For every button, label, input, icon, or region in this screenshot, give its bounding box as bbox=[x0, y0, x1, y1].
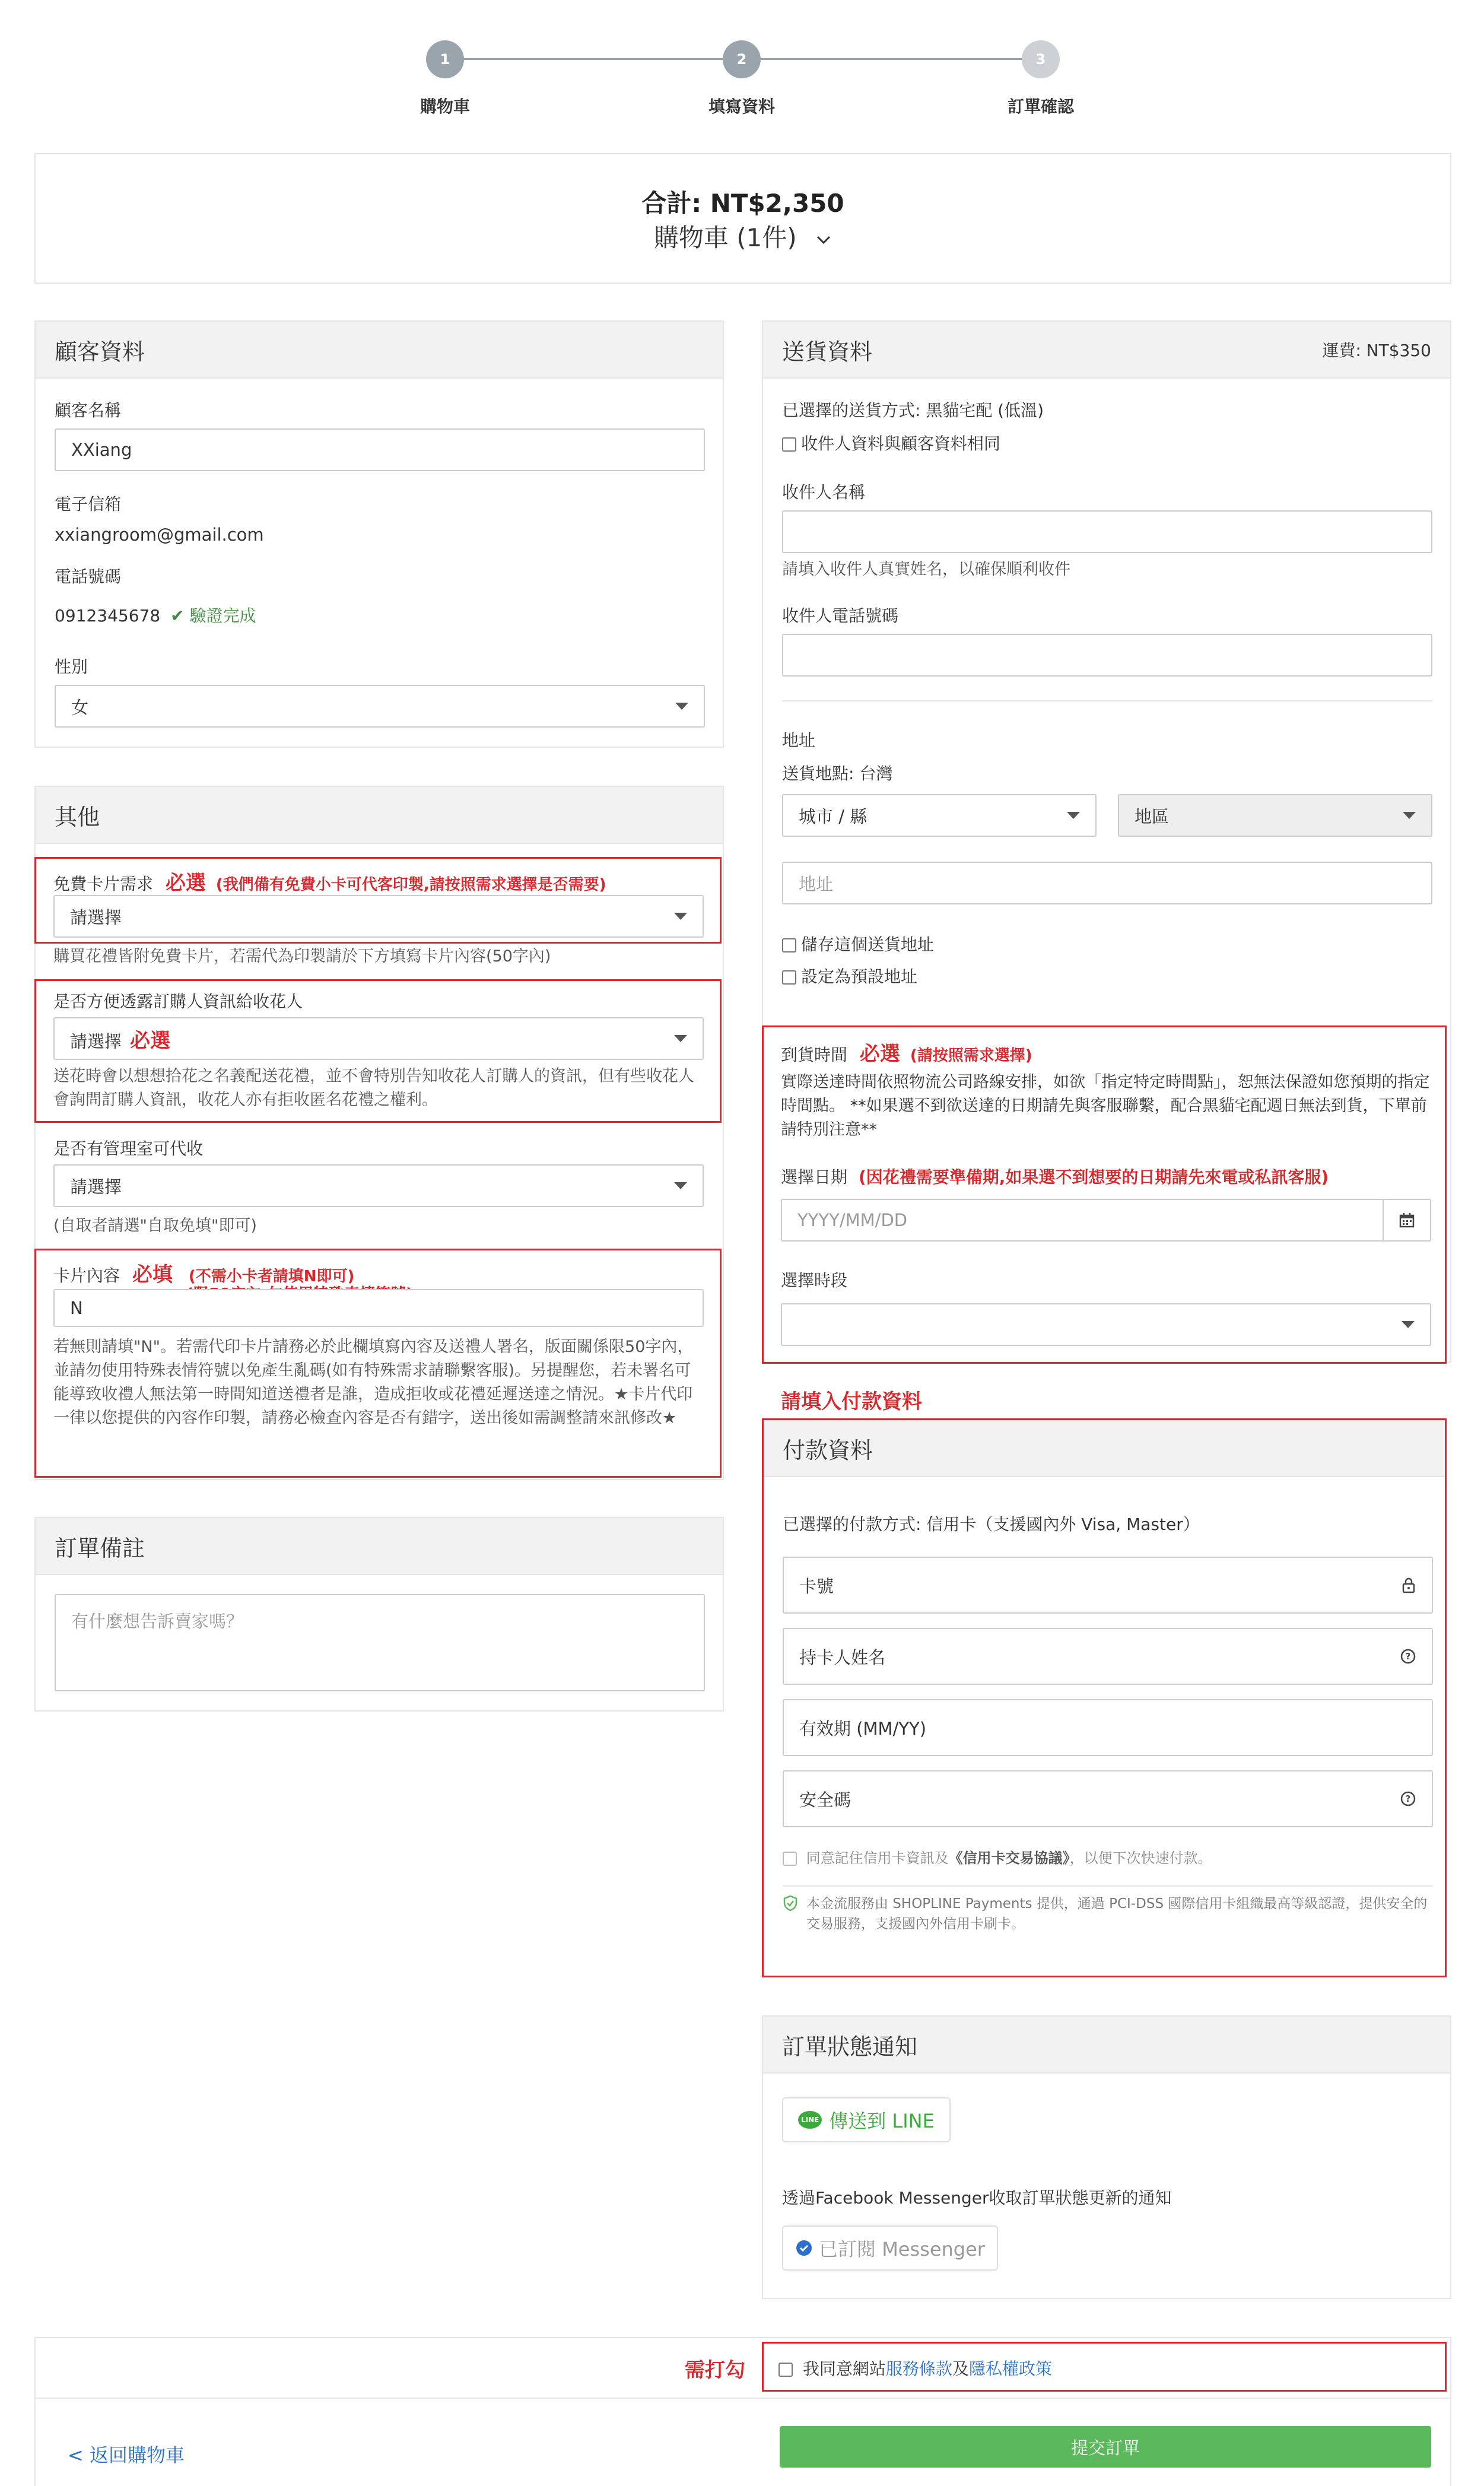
tick-note: 需打勾 bbox=[685, 2358, 745, 2382]
card-content-required: 必填 bbox=[132, 1263, 173, 1287]
divider bbox=[782, 700, 1432, 701]
order-summary bbox=[34, 153, 1451, 284]
customer-header bbox=[36, 322, 723, 379]
reveal-required: 必選 bbox=[130, 1028, 171, 1053]
caret-down-icon bbox=[674, 913, 687, 920]
card-content-input[interactable] bbox=[53, 1289, 704, 1327]
card-content-label: 卡片內容 bbox=[53, 1266, 120, 1285]
shield-check-icon bbox=[783, 1895, 798, 1912]
delivery-fee: 運費: NT$350 bbox=[1322, 341, 1431, 360]
cart-toggle[interactable] bbox=[36, 218, 1450, 254]
step-2-label: 填寫資料 bbox=[708, 97, 776, 116]
recipient-name-hint: 請填入收件人真實姓名，以確保順利收件 bbox=[782, 560, 1070, 579]
recipient-phone-input[interactable] bbox=[782, 634, 1432, 677]
mgmt-select[interactable] bbox=[53, 1164, 704, 1207]
card-need-required: 必選 bbox=[165, 871, 206, 895]
customer-phone-label: 電話號碼 bbox=[55, 567, 122, 586]
check-icon: ✔ bbox=[170, 606, 185, 626]
card-content-value: N bbox=[70, 1298, 83, 1318]
step-1-label: 購物車 bbox=[420, 97, 471, 116]
agree-row[interactable] bbox=[778, 2356, 1052, 2380]
lock-icon bbox=[1401, 1577, 1416, 1593]
payment-header bbox=[764, 1420, 1445, 1477]
calendar-button[interactable] bbox=[1383, 1200, 1430, 1240]
notify-title: 訂單狀態通知 bbox=[782, 2033, 918, 2060]
mgmt-hint: (自取者請選"自取免填"即可) bbox=[53, 1217, 257, 1235]
arrival-required: 必選 bbox=[859, 1042, 900, 1066]
remember-card-text-a: 同意記住信用卡資訊及 bbox=[806, 1850, 949, 1866]
remarks-header bbox=[36, 1518, 723, 1575]
address-input[interactable] bbox=[782, 862, 1432, 904]
payment-panel bbox=[762, 1418, 1447, 1977]
district-select[interactable] bbox=[1118, 794, 1432, 837]
privacy-link[interactable]: 隱私權政策 bbox=[968, 2359, 1052, 2379]
delivery-location: 送貨地點: 台灣 bbox=[782, 764, 893, 783]
customer-email-label: 電子信箱 bbox=[55, 494, 122, 514]
payment-title: 付款資料 bbox=[783, 1437, 873, 1463]
recipient-name-input[interactable] bbox=[782, 510, 1432, 553]
line-icon: LINE bbox=[798, 2111, 822, 2129]
customer-name-label: 顧客名稱 bbox=[55, 401, 122, 420]
card-number-input[interactable] bbox=[783, 1557, 1433, 1614]
remarks-panel bbox=[34, 1517, 724, 1712]
same-as-customer-checkbox[interactable] bbox=[782, 437, 796, 452]
date-label: 選擇日期 bbox=[781, 1167, 848, 1187]
mgmt-value: 請選擇 bbox=[70, 1176, 122, 1197]
svg-text:?: ? bbox=[1405, 1793, 1411, 1804]
card-need-value: 請選擇 bbox=[70, 907, 122, 928]
other-header bbox=[36, 787, 723, 844]
expiry-placeholder: 有效期 (MM/YY) bbox=[799, 1718, 927, 1739]
expiry-input[interactable] bbox=[783, 1699, 1433, 1756]
set-default-row[interactable] bbox=[782, 964, 917, 988]
caret-down-icon bbox=[674, 1182, 687, 1189]
remarks-title: 訂單備註 bbox=[55, 1535, 145, 1561]
card-holder-placeholder: 持卡人姓名 bbox=[799, 1647, 886, 1668]
step-3-circle: 3 bbox=[1022, 40, 1060, 78]
secure-payment-note: 本金流服務由 SHOPLINE Payments 提供，通過 PCI-DSS 國際信用卡組織最高等級認證，提供安全的交易服務，支援國內外信用卡刷卡。 bbox=[806, 1896, 1428, 1932]
address-placeholder: 地址 bbox=[799, 874, 834, 894]
city-select[interactable] bbox=[782, 794, 1097, 837]
help-icon[interactable] bbox=[1400, 1648, 1416, 1665]
help-icon[interactable] bbox=[1400, 1790, 1416, 1807]
recipient-phone-label: 收件人電話號碼 bbox=[782, 606, 899, 626]
customer-phone-value: 0912345678 bbox=[55, 606, 161, 626]
agree-checkbox[interactable] bbox=[778, 2363, 793, 2377]
footer-divider bbox=[34, 2398, 1451, 2399]
delivery-title: 送貨資料 bbox=[782, 338, 873, 365]
gender-value: 女 bbox=[71, 697, 89, 717]
notify-header bbox=[763, 2017, 1450, 2074]
caret-down-icon bbox=[1403, 812, 1416, 819]
chevron-down-icon bbox=[815, 234, 832, 245]
arrival-note: (請按照需求選擇) bbox=[910, 1047, 1032, 1065]
notify-panel bbox=[762, 2015, 1451, 2299]
cvv-input[interactable] bbox=[783, 1770, 1433, 1827]
customer-name-input[interactable] bbox=[55, 428, 705, 471]
order-total: 合計: NT$2,350 bbox=[641, 189, 844, 218]
payment-method: 已選擇的付款方式: 信用卡（支援國內外 Visa, Master） bbox=[783, 1515, 1200, 1534]
caret-down-icon bbox=[674, 1035, 687, 1042]
calendar-icon bbox=[1399, 1212, 1415, 1228]
reveal-value: 請選擇 bbox=[70, 1031, 122, 1052]
card-content-hint: 若無則請填"N"。若需代印卡片請務必於此欄填寫內容及送禮人署名，版面關係限50字內，並請勿使用特殊表情符號以免產生亂碼(如有特殊需求請聯繫客服)。另提醒您，若未署名可能導致收禮人無法第一時間知道送禮者是誰，造成拒收或花禮延遲送達之情況。★卡片代印一律以您提供的內容作印製，請務必檢查內容是否有錯字，送出後如需調整請來訊修改★ bbox=[53, 1338, 694, 1427]
caret-down-icon bbox=[1067, 812, 1080, 819]
back-to-cart-link[interactable]: < 返回購物車 bbox=[68, 2444, 185, 2466]
line-button-label: 傳送到 LINE bbox=[829, 2110, 935, 2132]
card-need-label: 免費卡片需求 bbox=[53, 874, 154, 894]
cart-count: 購物車 (1件) bbox=[653, 223, 797, 252]
submit-order-button[interactable]: 提交訂單 bbox=[780, 2426, 1431, 2468]
step-1-circle: 1 bbox=[426, 40, 464, 78]
date-placeholder: YYYY/MM/DD bbox=[797, 1210, 908, 1230]
remarks-textarea[interactable] bbox=[55, 1594, 705, 1691]
remember-card-checkbox[interactable] bbox=[783, 1852, 797, 1866]
date-label-row bbox=[781, 1164, 1329, 1188]
messenger-button[interactable] bbox=[782, 2225, 998, 2271]
same-as-customer-row[interactable] bbox=[782, 431, 1000, 455]
gender-label: 性別 bbox=[55, 657, 88, 677]
remarks-placeholder: 有什麼想告訴賣家嗎？ bbox=[71, 1611, 244, 1631]
district-placeholder: 地區 bbox=[1135, 806, 1170, 827]
agree-text: 我同意網站 bbox=[802, 2359, 886, 2379]
card-need-note: (我們備有免費小卡可代客印製,請按照需求選擇是否需要) bbox=[215, 876, 606, 894]
save-address-label: 儲存這個送貨地址 bbox=[801, 935, 935, 954]
same-as-customer-label: 收件人資料與顧客資料相同 bbox=[801, 434, 1001, 453]
slot-select[interactable] bbox=[781, 1303, 1431, 1346]
date-note: (因花禮需要準備期,如果選不到想要的日期請先來電或私訊客服) bbox=[858, 1167, 1329, 1187]
customer-email-value: xxiangroom@gmail.com bbox=[55, 525, 264, 545]
check-circle-icon bbox=[795, 2239, 813, 2257]
and-text: 及 bbox=[952, 2359, 969, 2379]
line-button[interactable] bbox=[782, 2097, 951, 2142]
mgmt-label: 是否有管理室可代收 bbox=[53, 1139, 204, 1158]
date-input[interactable] bbox=[781, 1199, 1431, 1242]
customer-name-value: XXiang bbox=[71, 440, 132, 460]
reveal-hint: 送花時會以想想拾花之名義配送花禮，並不會特別告知收花人訂購人的資訊，但有些收花人會詢問訂購人資訊，收花人亦有拒收匿名花禮之權利。 bbox=[53, 1067, 694, 1109]
remember-card-text-b: ，以便下次快速付款。 bbox=[1069, 1850, 1212, 1866]
step-3-label: 訂單確認 bbox=[1007, 97, 1075, 116]
delivery-header bbox=[763, 322, 1450, 379]
fb-notify-text: 透過Facebook Messenger收取訂單狀態更新的通知 bbox=[782, 2188, 1172, 2208]
delivery-method: 已選擇的送貨方式: 黑貓宅配 (低溫) bbox=[782, 401, 1044, 420]
gender-select[interactable] bbox=[55, 685, 705, 728]
messenger-button-label: 已訂閱 Messenger bbox=[819, 2238, 985, 2260]
card-content-note1: (不需小卡者請填N即可) bbox=[188, 1268, 355, 1285]
card-need-label-row bbox=[53, 866, 606, 896]
other-title: 其他 bbox=[55, 804, 100, 830]
arrival-label-row bbox=[781, 1037, 1032, 1066]
set-default-label: 設定為預設地址 bbox=[801, 967, 918, 986]
customer-panel bbox=[34, 320, 724, 748]
card-agreement-link[interactable]: 《信用卡交易協議》 bbox=[948, 1850, 1070, 1866]
card-need-hint: 購買花禮皆附免費卡片，若需代為印製請於下方填寫卡片內容(50字內) bbox=[53, 947, 551, 966]
arrival-hint: 實際送達時間依照物流公司路線安排，如欲「指定特定時間點」，恕無法保證如您預期的指定時間點。 **如果選不到欲送達的日期請先與客服聯繫，配合黑貓宅配週日無法到貨，下單前請特別注意** bbox=[781, 1073, 1430, 1139]
customer-phone-row bbox=[55, 603, 256, 627]
arrival-label: 到貨時間 bbox=[781, 1045, 848, 1065]
reveal-label: 是否方便透露訂購人資訊給收花人 bbox=[53, 992, 303, 1011]
card-holder-input[interactable] bbox=[783, 1628, 1433, 1685]
cvv-placeholder: 安全碼 bbox=[799, 1789, 851, 1810]
set-default-checkbox[interactable] bbox=[782, 970, 796, 985]
verified-text: 驗證完成 bbox=[189, 606, 256, 626]
card-need-select[interactable] bbox=[53, 895, 704, 938]
card-number-placeholder: 卡號 bbox=[799, 1576, 834, 1596]
payment-fill-note: 請填入付款資料 bbox=[781, 1390, 922, 1414]
terms-link[interactable]: 服務條款 bbox=[885, 2359, 952, 2379]
city-placeholder: 城市 / 縣 bbox=[799, 806, 867, 827]
customer-title: 顧客資料 bbox=[55, 338, 145, 365]
step-2-circle: 2 bbox=[723, 40, 761, 78]
address-label: 地址 bbox=[782, 731, 816, 750]
svg-text:?: ? bbox=[1405, 1651, 1411, 1662]
recipient-name-label: 收件人名稱 bbox=[782, 482, 866, 502]
reveal-select[interactable] bbox=[53, 1017, 704, 1060]
save-address-row[interactable] bbox=[782, 932, 934, 955]
remember-card-row[interactable] bbox=[783, 1846, 1212, 1867]
caret-down-icon bbox=[675, 703, 688, 710]
slot-label: 選擇時段 bbox=[781, 1271, 848, 1290]
payment-divider bbox=[783, 1885, 1433, 1887]
save-address-checkbox[interactable] bbox=[782, 938, 796, 953]
caret-down-icon bbox=[1402, 1321, 1415, 1328]
